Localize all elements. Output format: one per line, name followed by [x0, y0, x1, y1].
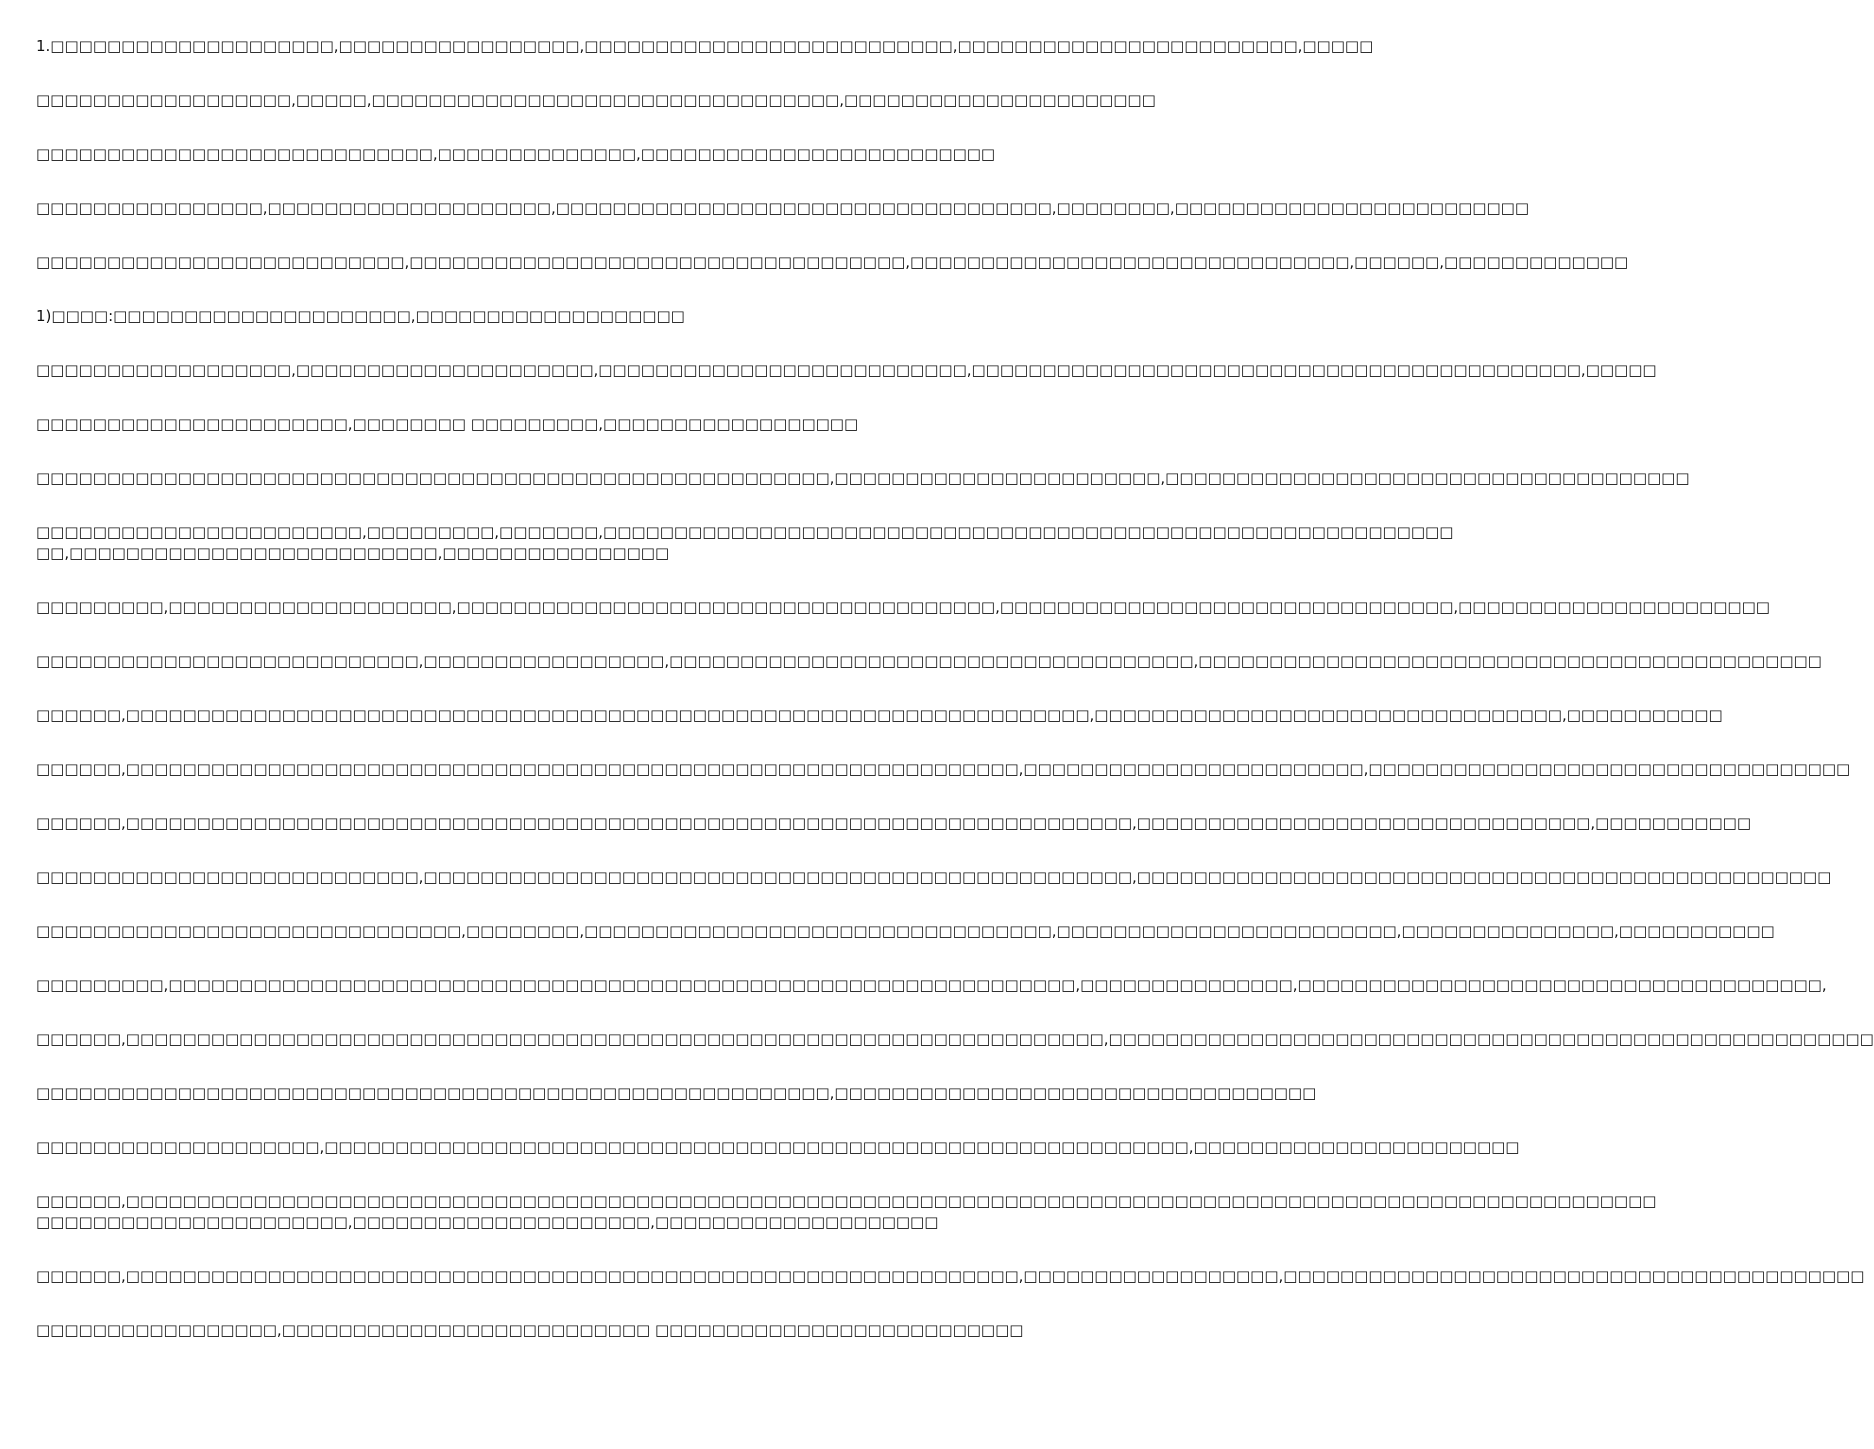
paragraph: □□□□□□□□□□□□□□□□□□□□□□□□□□□□□□□□□□□□□□□□□□□□□□□□□□□□□□□□,□□□□□□□□□□□□□□□□□□□□□□□□□□□□□□□□□□ [36, 1084, 1317, 1102]
paragraph-line: □□,□□□□□□□□□□□□□□□□□□□□□□□□□□,□□□□□□□□□□□□□□□□ [36, 544, 670, 562]
paragraph: □□□□□□□□□□□□□□□□□□□□□□□□□□□□,□□□□□□□□□□□□□□,□□□□□□□□□□□□□□□□□□□□□□□□□ [36, 145, 996, 163]
paragraph: □□□□□□□□□□□□□□□□□□□□,□□□□□□□□□□□□□□□□□□□□□□□□□□□□□□□□□□□□□□□□□□□□□□□□□□□□□□□□□□□□□,□□□□□□□□□□□□□□□□□□□□□□□ [36, 1138, 1520, 1156]
paragraph: □□□□□□□□□□□□□□□□□□□□□□□□□□□,□□□□□□□□□□□□□□□□□□□□□□□□□□□□□□□□□□□□□□□□□□□□□□□□□□,□□□□□□□□□□□□□□□□□□□□□□□□□□□□□□□□□□□□□□□□□□□□□□□□□ [36, 868, 1832, 886]
paragraph: □□□□□□□□□□□□□□□□□□□□□□□□□□□,□□□□□□□□□□□□□□□□□,□□□□□□□□□□□□□□□□□□□□□□□□□□□□□□□□□□□□□,□□□□□□□□□□□□□□□□□□□□□□□□□□□□□□□□□□□□□□□□□□□□ [36, 652, 1822, 670]
paragraph: □□□□□□□□□□□□□□□□□□□□□□□□□□□□□□□□□□□□□□□□□□□□□□□□□□□□□□□□,□□□□□□□□□□□□□□□□□□□□□□□,□□□□□□□□□□□□□□□□□□□□□□□□□□□□□□□□□□□□□ [36, 469, 1690, 487]
paragraph: □□□□□□,□□□□□□□□□□□□□□□□□□□□□□□□□□□□□□□□□□□□□□□□□□□□□□□□□□□□□□□□□□□□□□□□□□□□□□□,□□□□□□□□□□□□□□□□□□□□□□□□□□□□□□□□,□□□□□□□□□□□ [36, 814, 1751, 832]
paragraph-heading: 1)□□□□:□□□□□□□□□□□□□□□□□□□□□,□□□□□□□□□□□□□□□□□□□ [36, 307, 685, 325]
paragraph: □□□□□□□□□,□□□□□□□□□□□□□□□□□□□□□□□□□□□□□□□□□□□□□□□□□□□□□□□□□□□□□□□□□□□□□□□□,□□□□□□□□□□□□□□□,□□□□□□□□□□□□□□□□□□□□□□□□□□□□□□□□□□□□□, [36, 976, 1827, 994]
paragraph: □□□□□□□□□□□□□□□□□,□□□□□□□□□□□□□□□□□□□□□□□□□□ □□□□□□□□□□□□□□□□□□□□□□□□□□ [36, 1321, 1024, 1339]
paragraph-line: □□□□□□□□□□□□□□□□□□□□□□,□□□□□□□□□□□□□□□□□□□□□,□□□□□□□□□□□□□□□□□□□□ [36, 1213, 939, 1231]
paragraph-line: □□□□□□,□□□□□□□□□□□□□□□□□□□□□□□□□□□□□□□□□□□□□□□□□□□□□□□□□□□□□□□□□□□□□□□□□□□□□□□□□□□□□□□□□□□□□□□□□□□□□□□□□□□□□□□□□□□□ [36, 1192, 1657, 1210]
paragraph: □□□□□□□□□□□□□□□□□□,□□□□□,□□□□□□□□□□□□□□□□□□□□□□□□□□□□□□□□□,□□□□□□□□□□□□□□□□□□□□□□ [36, 91, 1156, 109]
paragraph: □□□□□□□□□□□□□□□□,□□□□□□□□□□□□□□□□□□□□,□□□□□□□□□□□□□□□□□□□□□□□□□□□□□□□□□□□,□□□□□□□□,□□□□□□□□□□□□□□□□□□□□□□□□□ [36, 199, 1529, 217]
paragraph: □□□□□□□□□□□□□□□□□□□□□□□□□□□□□□,□□□□□□□□,□□□□□□□□□□□□□□□□□□□□□□□□□□□□□□□□□,□□□□□□□□□□□□□□□□□□□□□□□□,□□□□□□□□□□□□□□□,□□□□□□□□□□□ [36, 922, 1775, 940]
paragraph: □□□□□□□□□□□□□□□□□□,□□□□□□□□□□□□□□□□□□□□□,□□□□□□□□□□□□□□□□□□□□□□□□□□,□□□□□□□□□□□□□□□□□□□□□□□□□□□□□□□□□□□□□□□□□□□,□□□□□ [36, 361, 1657, 379]
paragraph: □□□□□□,□□□□□□□□□□□□□□□□□□□□□□□□□□□□□□□□□□□□□□□□□□□□□□□□□□□□□□□□□□□□□□□□□□□□□,□□□□□□□□□□□□□□□□□□□□□□□□□□□□□□□□□□□□□□□□□□□□□□□□□□□□□□ [36, 1030, 1874, 1048]
paragraph-line: □□□□□□□□□□□□□□□□□□□□□□□,□□□□□□□□□,□□□□□□□,□□□□□□□□□□□□□□□□□□□□□□□□□□□□□□□□□□□□□□□□□□□□□□□□□□□□□□□□□□□□ [36, 523, 1454, 541]
paragraph: □□□□□□,□□□□□□□□□□□□□□□□□□□□□□□□□□□□□□□□□□□□□□□□□□□□□□□□□□□□□□□□□□□□□□□,□□□□□□□□□□□□□□□□□□□□□□□□,□□□□□□□□□□□□□□□□□□□□□□□□□□□□□□□□□□ [36, 760, 1851, 778]
paragraph: 1.□□□□□□□□□□□□□□□□□□□□,□□□□□□□□□□□□□□□□□,□□□□□□□□□□□□□□□□□□□□□□□□□□,□□□□□□□□□□□□□□□□□□□□□□□□,□□□□□ [36, 37, 1374, 55]
paragraph: □□□□□□,□□□□□□□□□□□□□□□□□□□□□□□□□□□□□□□□□□□□□□□□□□□□□□□□□□□□□□□□□□□□□□□,□□□□□□□□□□□□□□□□□□,□□□□□□□□□□□□□□□□□□□□□□□□□□□□□□□□□□□□□□□□□ [36, 1267, 1865, 1285]
paragraph: □□□□□□,□□□□□□□□□□□□□□□□□□□□□□□□□□□□□□□□□□□□□□□□□□□□□□□□□□□□□□□□□□□□□□□□□□□□,□□□□□□□□□□□□□□□□□□□□□□□□□□□□□□□□□,□□□□□□□□□□□ [36, 706, 1723, 724]
paragraph: □□□□□□□□□□□□□□□□□□□□□□,□□□□□□□□ □□□□□□□□□,□□□□□□□□□□□□□□□□□□ [36, 415, 859, 433]
paragraph: □□□□□□□□□,□□□□□□□□□□□□□□□□□□□□,□□□□□□□□□□□□□□□□□□□□□□□□□□□□□□□□□□□□□□,□□□□□□□□□□□□□□□□□□□□□□□□□□□□□□□□,□□□□□□□□□□□□□□□□□□□□□□ [36, 598, 1770, 616]
document-page [36, 36, 1874, 1416]
paragraph [36, 522, 1454, 564]
paragraph [36, 1191, 1657, 1233]
paragraph: □□□□□□□□□□□□□□□□□□□□□□□□□□,□□□□□□□□□□□□□□□□□□□□□□□□□□□□□□□□□□□,□□□□□□□□□□□□□□□□□□□□□□□□□□□□□□□,□□□□□□,□□□□□□□□□□□□□ [36, 253, 1629, 271]
